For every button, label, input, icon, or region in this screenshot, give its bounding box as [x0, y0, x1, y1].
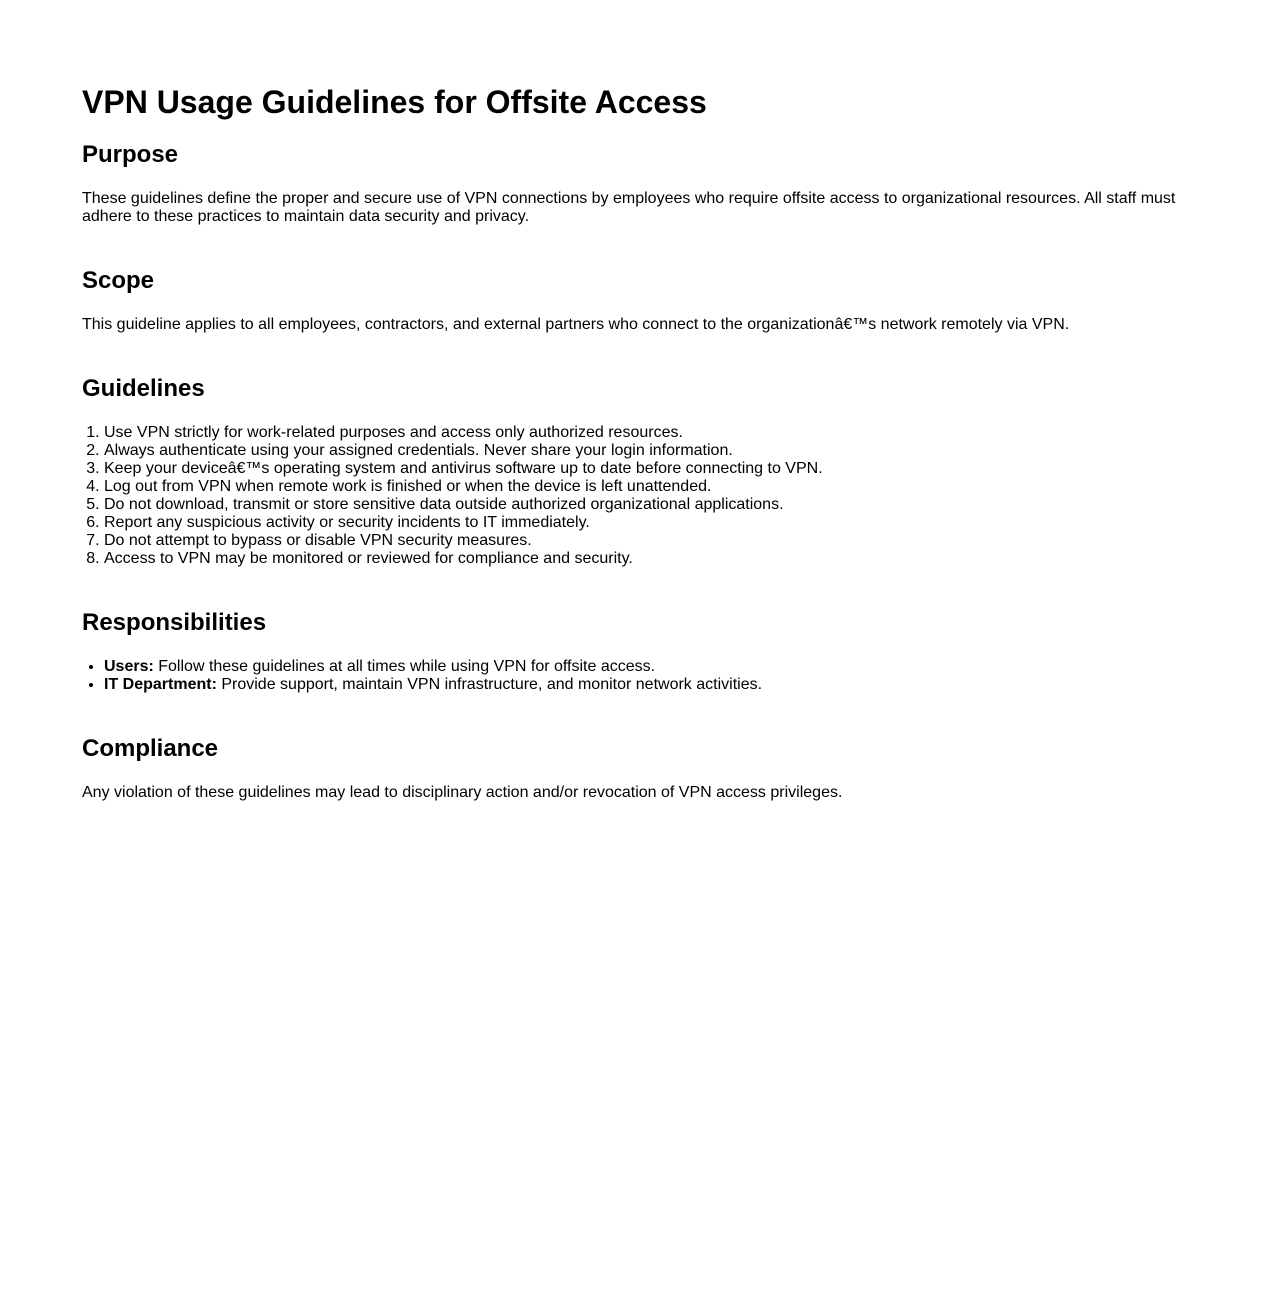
- compliance-heading: Compliance: [82, 735, 219, 762]
- guidelines-list: [82, 424, 1182, 568]
- role-label: IT Department:: [104, 676, 217, 693]
- scope-section: [82, 266, 1182, 334]
- list-item: 6. Report any suspicious activity or security incidents to IT immediately.: [104, 514, 1182, 532]
- list-item: [104, 658, 1182, 676]
- list-item: 8. Access to VPN may be monitored or reviewed for compliance and security.: [104, 550, 1182, 568]
- list-item: 4. Log out from VPN when remote work is finished or when the device is left unattended.: [104, 478, 1182, 496]
- guidelines-section: [82, 374, 1182, 568]
- responsibilities-section: [82, 608, 1182, 694]
- role-text: Provide support, maintain VPN infrastructure, and monitor network activities.: [216, 676, 763, 693]
- page-title: VPN Usage Guidelines for Offsite Access: [82, 84, 707, 120]
- guidelines-heading: Guidelines: [82, 375, 205, 402]
- list-item: 1. Use VPN strictly for work-related purposes and access only authorized resources.: [104, 424, 1182, 442]
- compliance-text: Any violation of these guidelines may lead to disciplinary action and/or revocation of VPN access privileges.: [82, 784, 843, 801]
- role-text: Follow these guidelines at all times while using VPN for offsite access.: [153, 658, 656, 675]
- list-item: 2. Always authenticate using your assigned credentials. Never share your login information.: [104, 442, 1182, 460]
- compliance-section: [82, 734, 1182, 802]
- purpose-text: These guidelines define the proper and secure use of VPN connections by employees who require offsite access to organizational resources. All staff must adhere to these practices to maintain data security and privacy.: [82, 190, 1176, 225]
- scope-heading: Scope: [82, 267, 155, 294]
- list-item: 7. Do not attempt to bypass or disable VPN security measures.: [104, 532, 1182, 550]
- purpose-heading: Purpose: [82, 141, 179, 168]
- scope-text: This guideline applies to all employees, contractors, and external partners who connect to the organizationâ€™s network remotely via VPN.: [82, 316, 1070, 333]
- list-item: [104, 676, 1182, 694]
- responsibilities-heading: Responsibilities: [82, 609, 267, 636]
- list-item: 5. Do not download, transmit or store sensitive data outside authorized organizational applications.: [104, 496, 1182, 514]
- purpose-section: [82, 140, 1182, 226]
- list-item: 3. Keep your deviceâ€™s operating system and antivirus software up to date before connecting to VPN.: [104, 460, 1182, 478]
- role-label: Users:: [104, 658, 154, 675]
- responsibilities-list: [82, 658, 1182, 694]
